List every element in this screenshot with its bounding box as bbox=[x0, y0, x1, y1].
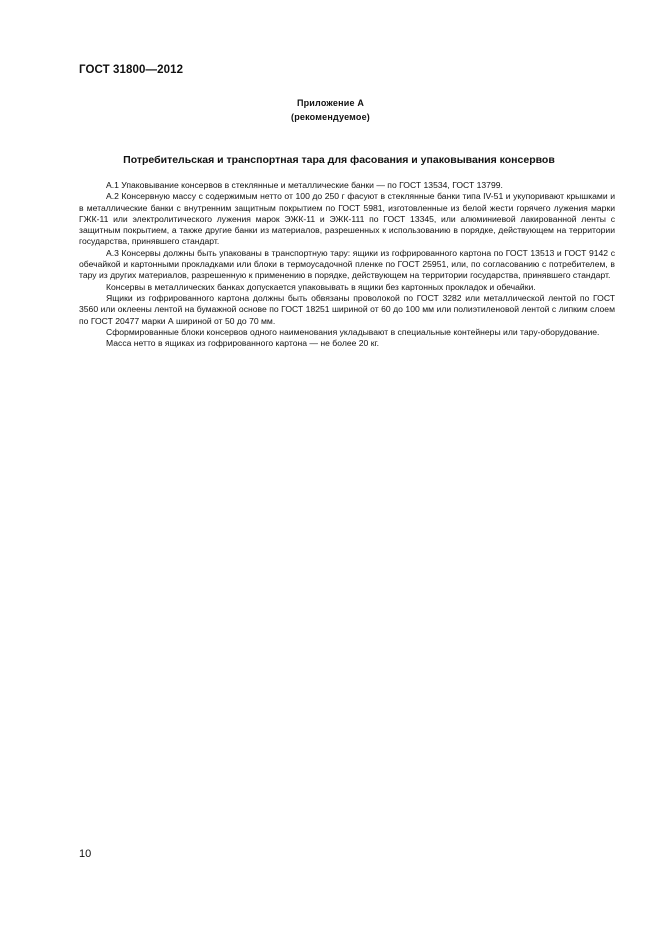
paragraph-blocks: Сформированные блоки консервов одного наименования укладывают в специальные контейнеры или тару-оборудование. bbox=[106, 326, 600, 337]
paragraph-a2: А.2 Консервную массу с содержимым нетто от 100 до 250 г фасуют в стеклянные банки типа IV-51 и укупоривают крышками и в металлические банки с внутренним защитным покрытием по ГОСТ 5981, изготовленные из белой жести горячего лужения марки ГЖК-11 или электролитического лужения марок ЭЖК-11 и ЭЖК-111 по ГОСТ 13345, или алюминиевой лакированной ленты с защитным покрытием, а также другие банки из материалов, разрешенных к использованию в порядке, действующем на территории государства, принявшего стандарт. bbox=[79, 191, 615, 247]
paragraph-a3: А.3 Консервы должны быть упакованы в транспортную тару: ящики из гофрированного картона по ГОСТ 13513 и ГОСТ 9142 с обечайкой и картонными прокладками или блоки в термоусадочной пленке по ГОСТ 25951, или, по согласованию с потребителем, в тару из других материалов, разрешенную к применению в порядке, действующем на территории государства, принявшего стандарт. bbox=[79, 247, 615, 281]
section-title: Потребительская и транспортная тара для фасования и упаковывания консервов bbox=[123, 154, 555, 166]
paragraph-a1: А.1 Упаковывание консервов в стеклянные и металлические банки — по ГОСТ 13534, ГОСТ 13799. bbox=[106, 180, 503, 190]
annex-heading bbox=[0, 96, 661, 124]
paragraph-net-mass: Масса нетто в ящиках из гофрированного картона — не более 20 кг. bbox=[106, 338, 379, 349]
body-text bbox=[79, 180, 615, 349]
paragraph-boxes-binding: Ящики из гофрированного картона должны быть обвязаны проволокой по ГОСТ 3282 или металлической лентой по ГОСТ 3560 или оклеены лентой на бумажной основе по ГОСТ 18251 шириной от 60 до 100 мм или полиэтиленовой лентой с липким слоем по ГОСТ 20477 марки А шириной от 50 до 70 мм. bbox=[79, 292, 615, 326]
annex-title: Приложение А bbox=[296, 98, 365, 108]
annex-status: (рекомендуемое) bbox=[291, 112, 370, 122]
paragraph-metal-cans: Консервы в металлических банках допускается упаковывать в ящики без картонных прокладок и обечайки. bbox=[106, 281, 536, 292]
standard-header: ГОСТ 31800—2012 bbox=[79, 64, 184, 76]
page-number: 10 bbox=[79, 848, 92, 860]
